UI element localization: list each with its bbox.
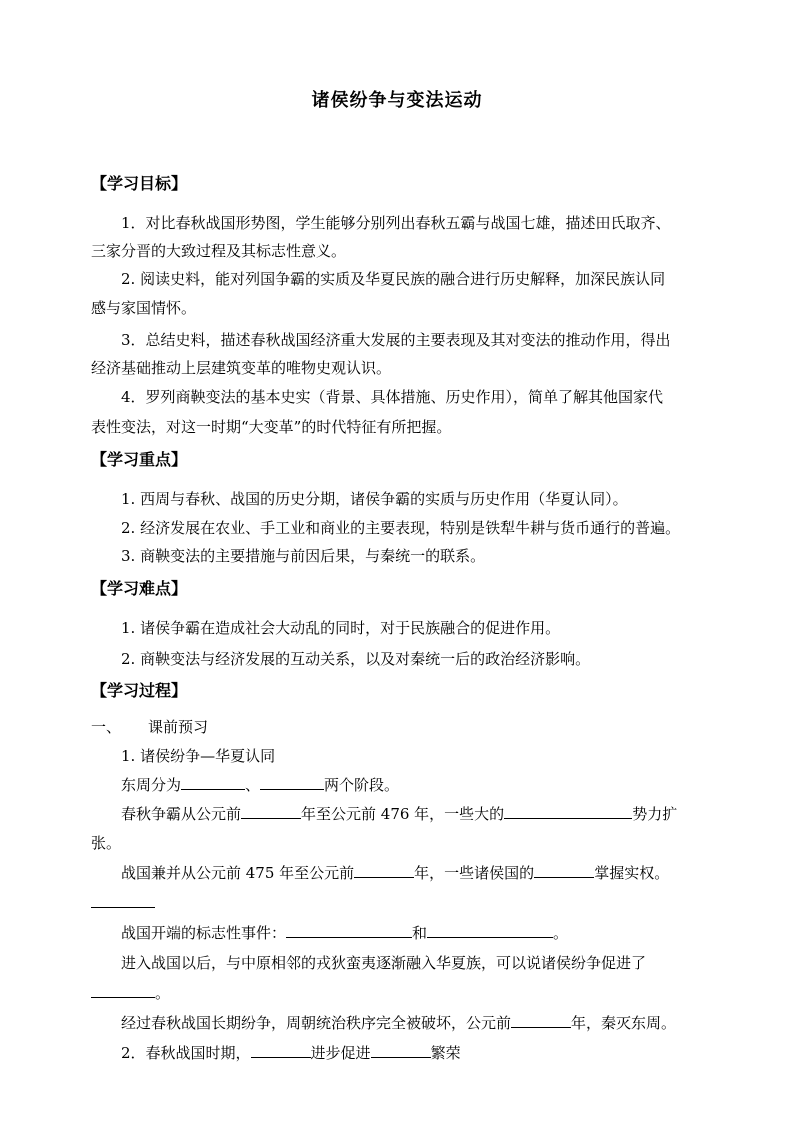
question-text: 繁荣 [430, 1044, 461, 1062]
question-text: 进步促进 [310, 1044, 371, 1062]
question-line [121, 922, 568, 943]
objective-line: 2. 阅读史料，能对列国争霸的实质及华夏民族的融合进行历史解释，加深民族认同 [121, 270, 666, 288]
question-line-continued: 张。 [91, 834, 122, 852]
answer-blank[interactable] [260, 774, 324, 790]
question-line: 进入战国以后，与中原相邻的戎狄蛮夷逐渐融入华夏族，可以说诸侯纷争促进了 [121, 954, 647, 972]
subsection-title [121, 1042, 461, 1063]
process-heading: 【学习过程】 [91, 681, 188, 700]
question-line-continued [91, 982, 170, 1003]
page-title: 诸侯纷争与变法运动 [311, 90, 483, 111]
question-text: 。 [155, 984, 171, 1002]
question-text: 势力扩 [632, 805, 678, 823]
difficulties-heading: 【学习难点】 [91, 579, 188, 598]
section-title: 课前预习 [148, 718, 209, 736]
objective-line: 1．对比春秋战国形势图，学生能够分别列出春秋五霸与战国七雄，描述田氏取齐、 [121, 214, 671, 232]
question-line-continued [91, 892, 155, 912]
question-line [121, 803, 677, 824]
answer-blank[interactable] [181, 774, 245, 790]
objective-line: 感与家国情怀。 [91, 299, 197, 317]
answer-blank[interactable] [241, 803, 301, 819]
objective-line: 4．罗列商鞅变法的基本史实（背景、具体措施、历史作用），简单了解其他国家代 [121, 388, 664, 406]
question-text: 战国兼并从公元前 475 年至公元前 [121, 864, 355, 882]
objectives-heading: 【学习目标】 [91, 174, 188, 193]
question-text: 春秋争霸从公元前 [121, 805, 242, 823]
objective-line: 三家分晋的大致过程及其标志性意义。 [91, 242, 347, 260]
question-text: 和 [412, 924, 428, 942]
answer-blank[interactable] [504, 803, 632, 819]
section-number: 一、 [91, 718, 122, 736]
answer-blank[interactable] [511, 1012, 571, 1028]
objective-line: 经济基础推动上层建筑变革的唯物史观认识。 [91, 359, 392, 377]
answer-blank[interactable] [371, 1042, 431, 1058]
answer-blank[interactable] [91, 982, 155, 998]
keypoints-heading: 【学习重点】 [91, 450, 188, 469]
answer-blank[interactable] [91, 892, 155, 908]
answer-blank[interactable] [354, 862, 414, 878]
question-text: 2．春秋战国时期， [121, 1044, 251, 1062]
objective-line: 表性变法，对这一时期“大变革”的时代特征有所把握。 [91, 418, 452, 436]
question-text: 。 [553, 924, 569, 942]
subsection-title: 1. 诸侯纷争—华夏认同 [121, 747, 276, 765]
question-line [121, 862, 669, 883]
question-text: 两个阶段。 [324, 776, 400, 794]
difficulty-line: 2. 商鞅变法与经济发展的互动关系，以及对秦统一后的政治经济影响。 [121, 650, 591, 668]
answer-blank[interactable] [251, 1042, 311, 1058]
objective-line: 3．总结史料，描述春秋战国经济重大发展的主要表现及其对变法的推动作用，得出 [121, 331, 671, 349]
keypoint-line: 3. 商鞅变法的主要措施与前因后果，与秦统一的联系。 [121, 547, 486, 565]
question-text: 掌握实权。 [594, 864, 670, 882]
question-text: 年，秦灭东周。 [571, 1014, 677, 1032]
question-text: 经过春秋战国长期纷争，周朝统治秩序完全被破坏，公元前 [121, 1014, 512, 1032]
question-text: 年至公元前 476 年，一些大的 [301, 805, 505, 823]
question-text: 东周分为 [121, 776, 182, 794]
question-text: 、 [245, 776, 261, 794]
answer-blank[interactable] [534, 862, 594, 878]
question-text: 年，一些诸侯国的 [414, 864, 535, 882]
question-text: 战国开端的标志性事件： [121, 924, 287, 942]
question-line [121, 774, 399, 795]
difficulty-line: 1. 诸侯争霸在造成社会大动乱的同时，对于民族融合的促进作用。 [121, 619, 561, 637]
answer-blank[interactable] [286, 922, 412, 938]
keypoint-line: 2. 经济发展在农业、手工业和商业的主要表现，特别是铁犁牛耕与货币通行的普遍。 [121, 519, 681, 537]
answer-blank[interactable] [427, 922, 553, 938]
keypoint-line: 1. 西周与春秋、战国的历史分期，诸侯争霸的实质与历史作用（华夏认同）。 [121, 490, 628, 508]
question-line [121, 1012, 676, 1033]
